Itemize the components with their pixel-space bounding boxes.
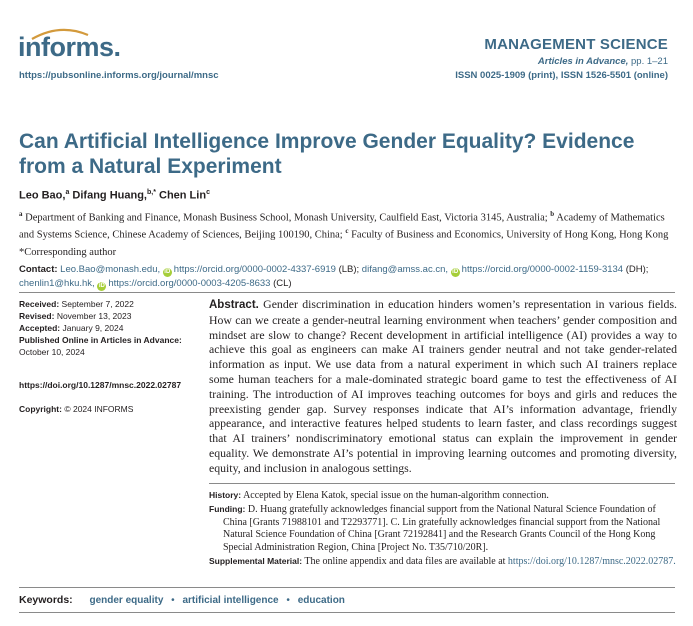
revised-date: November 13, 2023 (56, 311, 132, 321)
divider (19, 587, 675, 588)
logo-text: informs. (18, 32, 121, 62)
received-date: September 7, 2022 (61, 299, 134, 309)
copyright-label: Copyright: (19, 404, 62, 414)
divider (19, 612, 675, 613)
author-sup: c (206, 189, 210, 196)
received-label: Received: (19, 299, 60, 309)
affil-sup: b (550, 210, 555, 218)
divider (19, 292, 675, 293)
corresponding-author-note: *Corresponding author (19, 247, 117, 258)
keyword-separator: • (286, 595, 290, 606)
contact-label: Contact: (19, 264, 58, 275)
doi-link[interactable]: https://doi.org/10.1287/mnsc.2022.02787 (19, 380, 182, 390)
supplemental-label: Supplemental Material: (209, 555, 303, 566)
accepted-date: January 9, 2024 (62, 323, 124, 333)
affil-text: Department of Banking and Finance, Monash Business School, Monash University, Caulfield East, Victoria 3145, Australia; (25, 212, 548, 224)
affiliations (19, 208, 679, 241)
keyword-link[interactable]: education (297, 595, 345, 606)
supplemental-note (209, 555, 677, 569)
funding-label: Funding: (209, 503, 246, 514)
author-tag: (DH); (625, 264, 649, 275)
history-label: History: (209, 490, 242, 500)
history-text: Accepted by Elena Katok, special issue on the human-algorithm connection. (243, 490, 549, 501)
orcid-icon: iD (98, 283, 105, 289)
journal-issn: ISSN 0025-1909 (print), ISSN 1526-5501 (online) (455, 70, 668, 81)
affil-sup: a (19, 210, 23, 218)
author-sup: a (65, 189, 70, 196)
advance-label: Articles in Advance, (537, 56, 629, 67)
orcid-icon: iD (452, 269, 459, 275)
paper-title: Can Artificial Intelligence Improve Gender Equality? Evidence from a Natural Experiment (19, 130, 635, 178)
supplemental-link[interactable]: https://doi.org/10.1287/mnsc.2022.02787. (507, 555, 676, 567)
author-tag: (LB); (338, 264, 360, 275)
keyword-link[interactable]: gender equality (89, 595, 164, 606)
orcid-link[interactable]: https://orcid.org/0000-0002-4337-6919 (173, 264, 336, 275)
accepted-label: Accepted: (19, 323, 61, 333)
orcid-link[interactable]: https://orcid.org/0000-0002-1159-3134 (461, 264, 624, 275)
orcid-link[interactable]: https://orcid.org/0000-0003-4205-8633 (108, 278, 271, 289)
article-metadata (19, 298, 199, 415)
journal-advance (455, 56, 668, 67)
journal-url-link[interactable]: https://pubsonline.informs.org/journal/mnsc (19, 70, 219, 81)
abstract-text: Gender discrimination in education hinders women’s representation in various fields. How can we create a gender-neutral learning environment when teachers’ gender composition and mindset are slow to change? Recent development in artificial intelligence (AI) provides a way to achieve this goal as engineers can make AI trainers gender neutral and not take gender-related information as input. We use data from a natural experiment in which such AI trainers replace some human teachers for a male-dominated strategic board game to test the effectiveness of AI training. The introduction of AI improves teaching outcomes for boys and girls and reduces the preexisting gender gap. Survey responses indicate that AI’s information advantage, friendly appearance, and interactive features helped students to learn faster, and class recordings suggest that AI trainers’ nondiscriminatory emotional status can explain the improvement in gender equality. We demonstrate AI’s potential in improving learning outcomes and promoting diversity, equity, and inclusion in analogous settings. (209, 297, 677, 475)
abstract-label: Abstract. (209, 299, 259, 311)
author-tag: (CL) (273, 278, 292, 289)
email-link[interactable]: Leo.Bao@monash.edu, (60, 264, 161, 275)
orcid-icon: iD (164, 269, 171, 275)
keywords (19, 594, 345, 606)
informs-logo[interactable] (18, 30, 178, 70)
published-date: October 10, 2024 (19, 347, 85, 357)
author-list (19, 189, 210, 202)
funding-note (209, 503, 677, 555)
copyright-text: © 2024 INFORMS (64, 404, 134, 414)
author-name: Leo Bao, (19, 189, 66, 202)
funding-text: D. Huang gratefully acknowledges financial support from the National Natural Science Foundation of China [Grants 71988101 and T2293771]. C. Lin gratefully acknowledges financial support from the National Natural Science Foundation of China [Grant 72192841] and the Research Grants Council of the Hong Kong Special Administration Region, China [Project No. T35/710/20R]. (223, 503, 661, 554)
affil-sup: c (345, 226, 349, 235)
keywords-label: Keywords: (19, 594, 73, 606)
contact-line (19, 263, 684, 291)
journal-header (455, 36, 668, 81)
author-sup: b,* (146, 189, 156, 196)
published-label: Published Online in Articles in Advance: (19, 335, 182, 345)
email-link[interactable]: chenlin1@hku.hk, (19, 278, 95, 289)
abstract (209, 297, 677, 476)
page-range: pp. 1–21 (631, 56, 668, 67)
journal-name: MANAGEMENT SCIENCE (484, 36, 668, 53)
affil-text: Faculty of Business and Economics, University of Hong Kong, Hong Kong (351, 229, 669, 240)
history-note (209, 489, 677, 503)
keyword-separator: • (171, 595, 175, 606)
author-name: Chen Lin (159, 189, 207, 202)
keyword-link[interactable]: artificial intelligence (182, 595, 279, 606)
author-name: Difang Huang, (72, 189, 147, 202)
supplemental-text: The online appendix and data files are available at (304, 555, 506, 567)
revised-label: Revised: (19, 311, 55, 321)
email-link[interactable]: difang@amss.ac.cn, (361, 264, 449, 275)
affil-text: Academy of Mathematics and Systems Science, Chinese Academy of Sciences, Beijing 100190, China; (19, 212, 665, 240)
article-notes (209, 489, 677, 569)
divider (209, 483, 675, 484)
